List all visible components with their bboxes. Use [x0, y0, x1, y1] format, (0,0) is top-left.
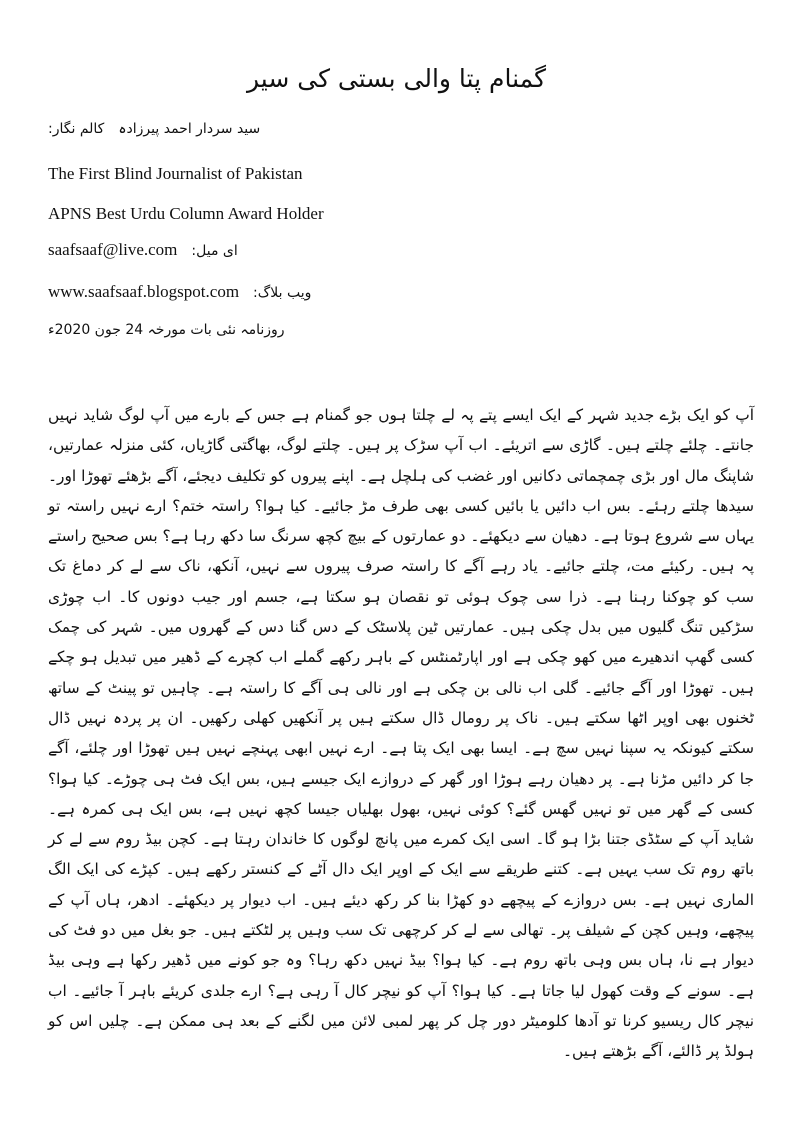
column-title: گمنام پتا والی بستی کی سیر [247, 64, 546, 93]
tagline-apns-award: APNS Best Urdu Column Award Holder [48, 204, 324, 223]
columnist-label: کالم نگار: [48, 121, 105, 137]
email-address: saafsaaf@live.com [48, 240, 178, 259]
blog-label: ویب بلاگ: [253, 285, 312, 301]
body-paragraph: آپ کو ایک بڑے جدید شہر کے ایک ایسے پتے پہ لے چلتا ہوں جو گمنام ہے جس کے بارے میں آپ لوگ شاید نہیں جانتے۔ چلئے چلتے ہیں۔ گاڑی سے اتریئے۔ اب آپ سڑک پر ہیں۔ چلتے لوگ، بھاگتی گاڑیاں، کئی منزلہ عمارتیں، شاپنگ مال اور بڑی چمچماتی دکانیں اور غضب کی ہلچل ہے۔ اپنے پیروں کو تکلیف دیجئے، آگے بڑھئے تھوڑا اور۔ سیدھا چلتے رہئے۔ بس اب دائیں یا بائیں کسی بھی طرف مڑ جائیے۔ کیا ہوا؟ راستہ ختم؟ ارے نہیں راستہ تو یہاں سے شروع ہوتا ہے۔ دھیان سے دیکھئے۔ دو عمارتوں کے بیچ کچھ سرنگ سا دکھ رہا ہے؟ بس صحیح راستے پہ ہیں۔ رکیئے مت، چلتے جائیے۔ یاد رہے آگے کا راستہ صرف پیروں سے نہیں، آنکھ، ناک سے لے کر دماغ تک سب کو چوکنا رہنا ہے۔ ذرا سی چوک ہوئی تو نقصان ہو سکتا ہے، جسم اور جیب دونوں کا۔ اب چوڑی سڑکیں تنگ گلیوں میں بدل چکی ہیں۔ عمارتیں ٹین پلاسٹک کے دس گنا دس کے گھروں میں۔ شہر کی چمک کسی گھپ اندھیرے میں کھو چکی ہے اور اپارٹمنٹس کے باہر رکھے گملے اب کچرے کے ڈھیر میں تبدیل ہو چکے ہیں۔ تھوڑا اور آگے جائیے۔ گلی اب نالی بن چکی ہے اور نالی ہی آگے کا راستہ ہے۔ چاہیں تو پینٹ کے ساتھ ٹخنوں بھی اوپر اٹھا سکتے ہیں۔ ناک پر رومال ڈال سکتے ہیں پر آنکھیں کھلی رکھیں۔ ان پر پردہ نہیں ڈال سکتے کیونکہ یہ سپنا نہیں سچ ہے۔ ایسا بھی ایک پتا ہے۔ ارے نہیں ابھی پہنچے نہیں ہیں تھوڑا اور چلئے، آگے جا کر دائیں مڑنا ہے۔ پر دھیان رہے ہوڑا اور گھر کے دروازے ایک جیسے ہیں، بس ایک فٹ ہی چوڑے۔ کیا ہوا؟ کسی کے گھر میں تو نہیں گھس گئے؟ کوئی نہیں، بھول بھلیاں جیسا کچھ نہیں ہے، بس ایک ہی کمرہ ہے۔ شاید آپ کے سٹڈی جتنا بڑا ہو گا۔ اسی ایک کمرے میں پانچ لوگوں کا خاندان رہتا ہے۔ کچن بیڈ روم سے لے کر باتھ روم تک سب یہیں ہے۔ کتنے طریقے سے ایک کے اوپر ایک دال آٹے کے کنستر رکھے ہیں۔ کپڑے کی ایک الگ الماری نہیں ہے۔ بس دروازے کے پیچھے دو کھڑا بنا کر رکھ دیئے ہیں۔ اب دیوار پر دیکھئے۔ ادھر، ہاں آپ کے پیچھے، وہیں کچن کے شیلف پر۔ تھالی سے لے کر کرچھی تک سب وہیں پر لٹکتے ہیں۔ جو بغل میں دو فٹ کی دیوار ہے نا، ہاں بس وہی باتھ روم ہے۔ کیا ہوا؟ بیڈ نہیں دکھ رہا؟ وہ جو کونے میں ڈھیر رکھا ہے وہی بیڈ ہے۔ سونے کے وقت کھول لیا جاتا ہے۔ کیا ہوا؟ آپ کو نیچر کال آ رہی ہے؟ ارے جلدی کریئے باہر آ جائیے۔ اب نیچر کال ریسیو کرنا تو آدھا کلومیٹر دور چل کر پھر لمبی لائن میں لگنے کے بعد ہی ممکن ہے۔ چلیں اس کو ہولڈ پر ڈالئے، آگے بڑھتے ہیں۔ [48, 406, 754, 1061]
columnist-line [48, 121, 260, 137]
blog-line [48, 282, 311, 302]
email-label: ای میل: [191, 243, 238, 259]
tagline-first-blind-journalist: The First Blind Journalist of Pakistan [48, 164, 303, 183]
email-line [48, 240, 238, 260]
publication-line: روزنامہ نئی بات مورخہ 24 جون 2020ء [48, 322, 285, 338]
blog-url: www.saafsaaf.blogspot.com [48, 282, 240, 301]
columnist-name: سید سردار احمد پیرزادہ [118, 121, 261, 137]
column-body [48, 400, 754, 1067]
